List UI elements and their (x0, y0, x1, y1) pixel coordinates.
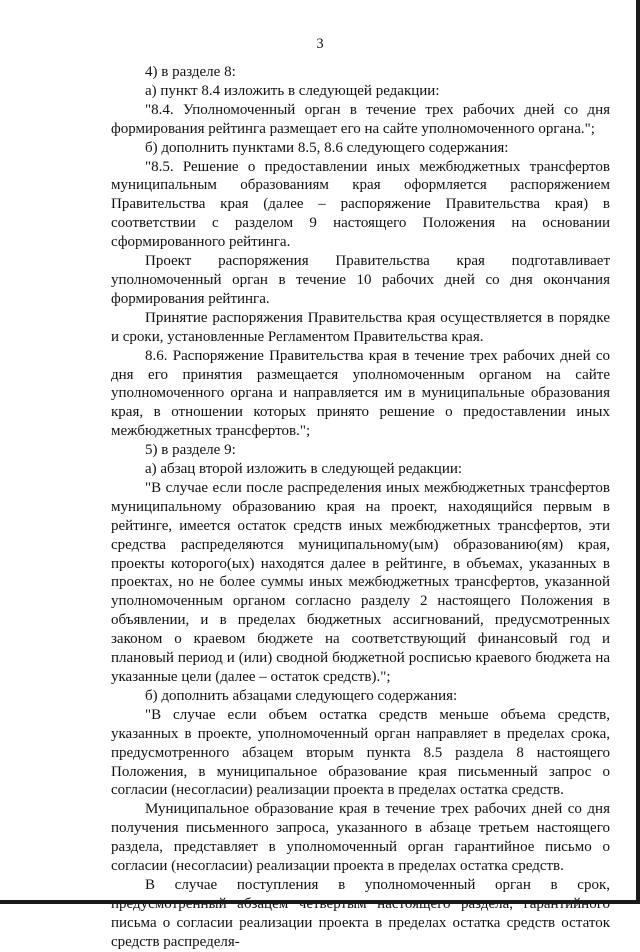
scan-edge-bottom (0, 900, 640, 904)
paragraph-subitem-a-second-para: а) абзац второй изложить в следующей редакции: (145, 461, 463, 478)
paragraph-order-adoption: Принятие распоряжения Правительства края осуществляется в порядке и сроки, установленные Регламентом Правительства края. (111, 309, 610, 345)
paragraph-section-9-heading: 5) в разделе 9: (145, 442, 236, 459)
paragraph-section-8-heading: 4) в разделе 8: (145, 64, 236, 80)
paragraph-draft-order: Проект распоряжения Правительства края подготавливает уполномоченный орган в течение 10 рабочих дней со дня окончания формирования рейтинга. (111, 253, 610, 307)
paragraph-clause-8-6: 8.6. Распоряжение Правительства края в течение трех рабочих дней со дня его принятия размещается уполномоченным органом на сайте уполномоченного органа и направляется им в муниципальные образования края, в отношении которых принято решение о предоставлении иных межбюджетных трансфертов."; (111, 347, 610, 440)
paragraph-guarantee-letter: Муниципальное образование края в течение трех рабочих дней со дня получения письменного запроса, указанного в абзаце третьем настоящего раздела, представляет в уполномоченный орган гарантийное письмо о согласии (несогласии) реализации проекта в пределах остатка средств. (111, 801, 610, 875)
paragraph-remaining-funds: "В случае если после распределения иных межбюджетных трансфертов муниципальному образованию края на проект, находящийся первым в рейтинге, имеется остаток средств иных межбюджетных трансфертов, эти средства распределяются муниципальному(ым) образованию(ям) края, проекты которого(ых) находятся далее в рейтинге, в объемах, указанных в проектах, но не более суммы иных межбюджетных трансфертов, указанной уполномоченным органом согласно разделу 2 настоящего Положения в объявлении, и в пределах бюджетных ассигнований, предусмотренных законом о краевом бюджете на соответствующий финансовый год и плановый период и (или) сводной бюджетной росписью краевого бюджета на указанные цели (далее – остаток средств)."; (111, 479, 610, 685)
paragraph-consent-request: "В случае если объем остатка средств меньше объема средств, указанных в проекте, уполномоченный орган направляет в пределах срока, предусмотренного абзацем вторым пункта 8.5 раздела 8 настоящего Положения, в муниципальное образование края письменный запрос о согласии (несогласии) реализации проекта в пределах остатка средств. (111, 706, 610, 799)
scan-edge-right (636, 0, 640, 904)
page-number: 3 (316, 36, 324, 52)
paragraph-subitem-a-8-4: а) пункт 8.4 изложить в следующей редакции: (145, 82, 440, 99)
document-body (111, 63, 610, 952)
paragraph-subitem-b-add-paras: б) дополнить абзацами следующего содержания: (145, 687, 458, 704)
paragraph-clause-8-4: "8.4. Уполномоченный орган в течение трех рабочих дней со дня формирования рейтинга размещает его на сайте уполномоченного органа."; (111, 101, 610, 137)
paragraph-subitem-b-8-5-8-6: б) дополнить пунктами 8.5, 8.6 следующего содержания: (145, 139, 509, 156)
paragraph-receipt-of-letter: В случае поступления в уполномоченный орган в срок, письма о согласии реализации проекта в пределах остатка средств остаток средств распределя- (111, 876, 610, 950)
paragraph-clause-8-5: "8.5. Решение о предоставлении иных межбюджетных трансфертов муниципальным образованиям края оформляется распоряжением Правительства края (далее – распоряжение Правительства края) в соответствии с разделом 9 настоящего Положения на основании сформированного рейтинга. (111, 158, 610, 251)
